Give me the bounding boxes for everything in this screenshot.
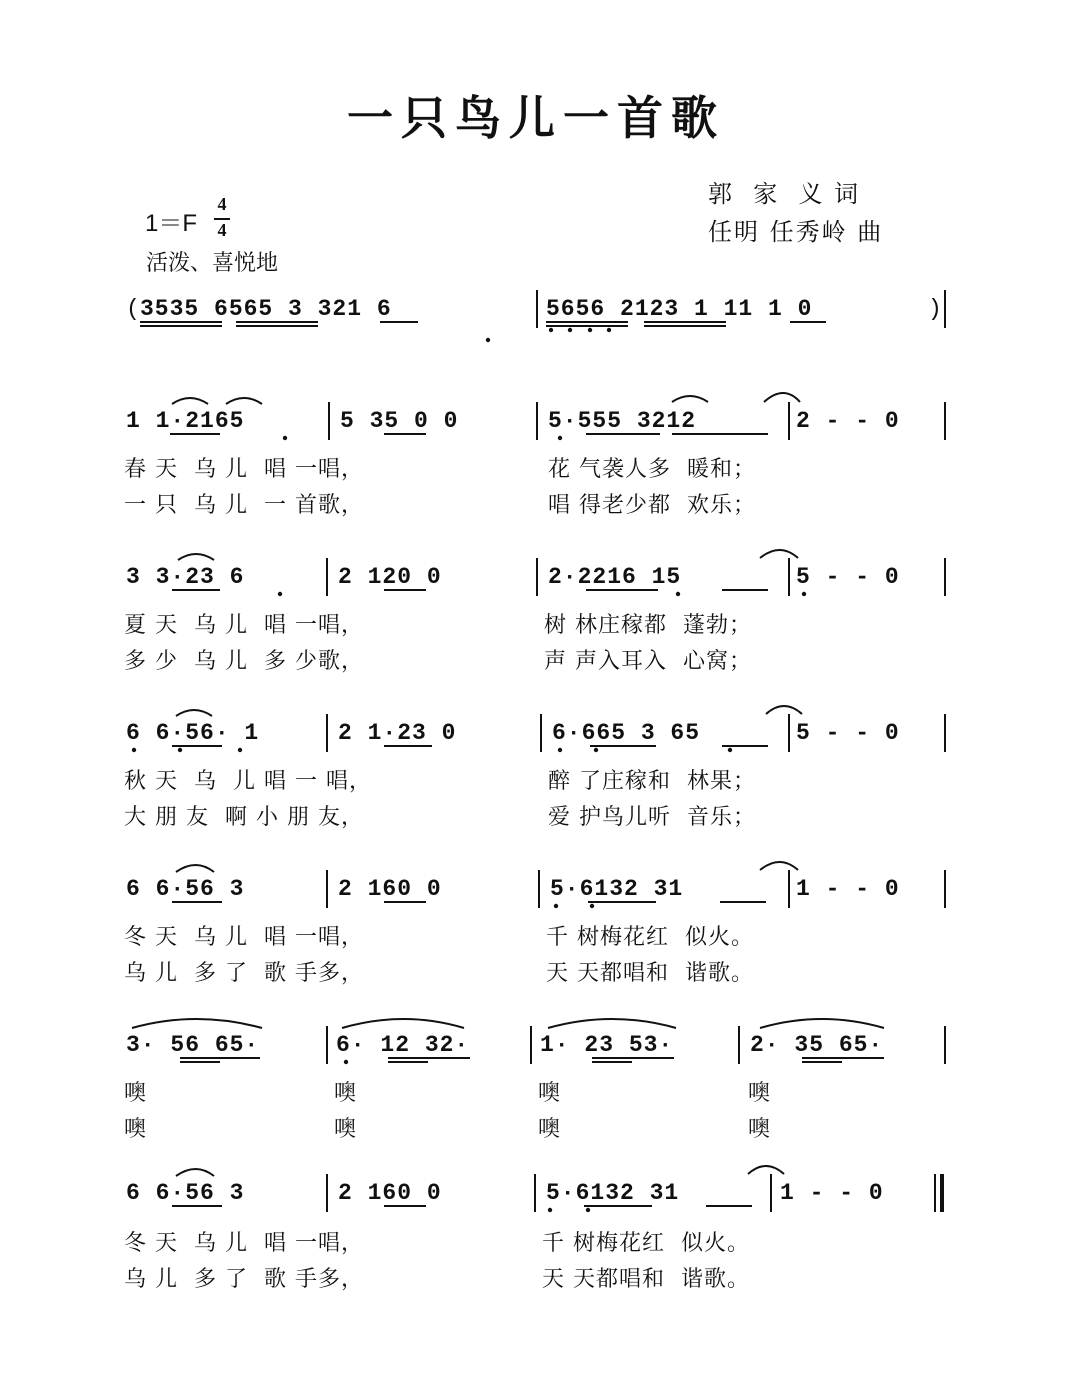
tempo-marking: 活泼、喜悦地 xyxy=(146,251,279,276)
time-signature-bottom: 4 xyxy=(217,220,227,240)
octave-dot xyxy=(586,1208,590,1212)
intro-close-paren: ) xyxy=(928,296,943,322)
octave-dot xyxy=(278,592,282,596)
system-1-lyric-1b: 花 气袭人多 暖和； xyxy=(548,457,756,482)
tie xyxy=(748,1166,784,1174)
octave-dot xyxy=(568,328,572,332)
system-5-measure-2: 6· 12 32· xyxy=(336,1032,470,1058)
slur xyxy=(760,1019,884,1028)
octave-dot xyxy=(132,748,136,752)
octave-dot xyxy=(802,592,806,596)
system-2-lyric-2a: 多 少 乌 儿 多 少歌， xyxy=(124,649,364,674)
tie xyxy=(764,393,800,402)
system-4-lyric-1b: 千 树梅花红 似火。 xyxy=(546,925,754,950)
system-2-lyric-1b: 树 林庄稼都 蓬勃； xyxy=(544,613,752,638)
system-5-lyric-2c: 噢 xyxy=(538,1117,562,1142)
tie xyxy=(760,550,798,558)
system-3-measure-1: 6 6·56· 1 xyxy=(126,720,260,746)
tie xyxy=(176,1169,214,1176)
octave-dot xyxy=(486,338,490,342)
system-5-lyric-1c: 噢 xyxy=(538,1081,562,1106)
system-6-measure-4: 1 - - 0 xyxy=(780,1180,884,1206)
system-1-lyric-2a: 一 只 乌 儿 一 首歌， xyxy=(124,493,364,518)
octave-dot xyxy=(344,1060,348,1064)
system-5-lyric-2a: 噢 xyxy=(124,1117,148,1142)
composer-credit: 任明 任秀岭 曲 xyxy=(708,218,884,246)
system-2-measure-2: 2 120 0 xyxy=(338,564,442,590)
system-5-lyric-1a: 噢 xyxy=(124,1081,148,1106)
time-signature-top: 4 xyxy=(217,194,227,214)
system-5-lyric-2b: 噢 xyxy=(334,1117,358,1142)
intro-measure-2: 5656 2123 1 11 1 0 xyxy=(546,296,813,322)
system-5-measure-1: 3· 56 65· xyxy=(126,1032,260,1058)
octave-dot xyxy=(728,748,732,752)
system-2-measure-4: 5 - - 0 xyxy=(796,564,900,590)
octave-dot xyxy=(558,436,562,440)
system-2-lyric-2b: 声 声入耳入 心窝； xyxy=(544,649,752,674)
octave-dot xyxy=(588,328,592,332)
system-4-measure-2: 2 160 0 xyxy=(338,876,442,902)
system-5-measure-4: 2· 35 65· xyxy=(750,1032,884,1058)
octave-dot xyxy=(676,592,680,596)
octave-dot xyxy=(283,436,287,440)
tie xyxy=(760,862,798,870)
system-6-lyric-2b: 天 天都唱和 谐歌。 xyxy=(542,1267,750,1292)
system-1-lyric-2b: 唱 得老少都 欢乐； xyxy=(548,493,756,518)
system-3-lyric-1b: 醉 了庄稼和 林果； xyxy=(548,769,756,794)
song-title: 一只鸟儿一首歌 xyxy=(347,91,725,145)
system-6-lyric-1a: 冬 天 乌 儿 唱 一唱， xyxy=(124,1231,364,1256)
tie xyxy=(176,865,214,872)
octave-dot xyxy=(548,1208,552,1212)
system-1-lyric-1a: 春 天 乌 儿 唱 一唱， xyxy=(124,457,364,482)
slur xyxy=(548,1019,676,1028)
tie xyxy=(226,398,262,404)
octave-dot xyxy=(554,904,558,908)
system-6-lyric-2a: 乌 儿 多 了 歌 手多， xyxy=(124,1267,364,1292)
system-3-measure-4: 5 - - 0 xyxy=(796,720,900,746)
octave-dots xyxy=(132,328,806,1212)
octave-dot xyxy=(178,748,182,752)
system-1-measure-1: 1 1·2165 xyxy=(126,408,245,434)
key-signature: 1＝F xyxy=(145,210,198,237)
system-2-lyric-1a: 夏 天 乌 儿 唱 一唱， xyxy=(124,613,364,638)
system-6-lyric-1b: 千 树梅花红 似火。 xyxy=(542,1231,750,1256)
intro-open-paren: ( xyxy=(126,296,141,322)
system-5-lyric-2d: 噢 xyxy=(748,1117,772,1142)
system-4-lyric-1a: 冬 天 乌 儿 唱 一唱， xyxy=(124,925,364,950)
tie xyxy=(766,706,802,714)
system-5-lyric-1b: 噢 xyxy=(334,1081,358,1106)
octave-dot xyxy=(558,748,562,752)
system-4-measure-3: 5·6132 31 xyxy=(550,876,684,902)
system-3-lyric-2a: 大 朋 友 啊 小 朋 友， xyxy=(124,805,364,830)
system-2-measure-3: 2·2216 15 xyxy=(548,564,682,590)
slur xyxy=(132,1019,262,1028)
system-4-measure-1: 6 6·56 3 xyxy=(126,876,245,902)
system-3-lyric-1a: 秋 天 乌 儿 唱 一 唱， xyxy=(124,769,372,794)
intro-measure-1: 3535 6565 3 321 6 xyxy=(140,296,392,322)
system-5-measure-3: 1· 23 53· xyxy=(540,1032,674,1058)
system-2-measure-1: 3 3·23 6 xyxy=(126,564,245,590)
tie xyxy=(172,398,208,404)
system-6-measure-1: 6 6·56 3 xyxy=(126,1180,245,1206)
tie xyxy=(176,710,212,716)
octave-dot xyxy=(238,748,242,752)
octave-dot xyxy=(607,328,611,332)
system-4-lyric-2a: 乌 儿 多 了 歌 手多， xyxy=(124,961,364,986)
octave-dot xyxy=(549,328,553,332)
octave-dot xyxy=(594,748,598,752)
system-3-measure-2: 2 1·23 0 xyxy=(338,720,457,746)
system-3-measure-3: 6·665 3 65 xyxy=(552,720,701,746)
lyricist-credit: 郭 家 义 词 xyxy=(708,180,861,208)
system-3-lyric-2b: 爱 护鸟儿听 音乐； xyxy=(548,805,756,830)
tie xyxy=(672,396,708,402)
system-4-lyric-2b: 天 天都唱和 谐歌。 xyxy=(546,961,754,986)
tie xyxy=(178,554,214,560)
octave-dot xyxy=(590,904,594,908)
system-1-measure-2: 5 35 0 0 xyxy=(340,408,459,434)
system-1-measure-3: 5·555 3212 xyxy=(548,408,697,434)
system-1-measure-4: 2 - - 0 xyxy=(796,408,900,434)
system-6-measure-2: 2 160 0 xyxy=(338,1180,442,1206)
duration-underlines xyxy=(140,322,884,1206)
system-4-measure-4: 1 - - 0 xyxy=(796,876,900,902)
system-5-lyric-1d: 噢 xyxy=(748,1081,772,1106)
slur xyxy=(342,1019,464,1028)
system-6-measure-3: 5·6132 31 xyxy=(546,1180,680,1206)
